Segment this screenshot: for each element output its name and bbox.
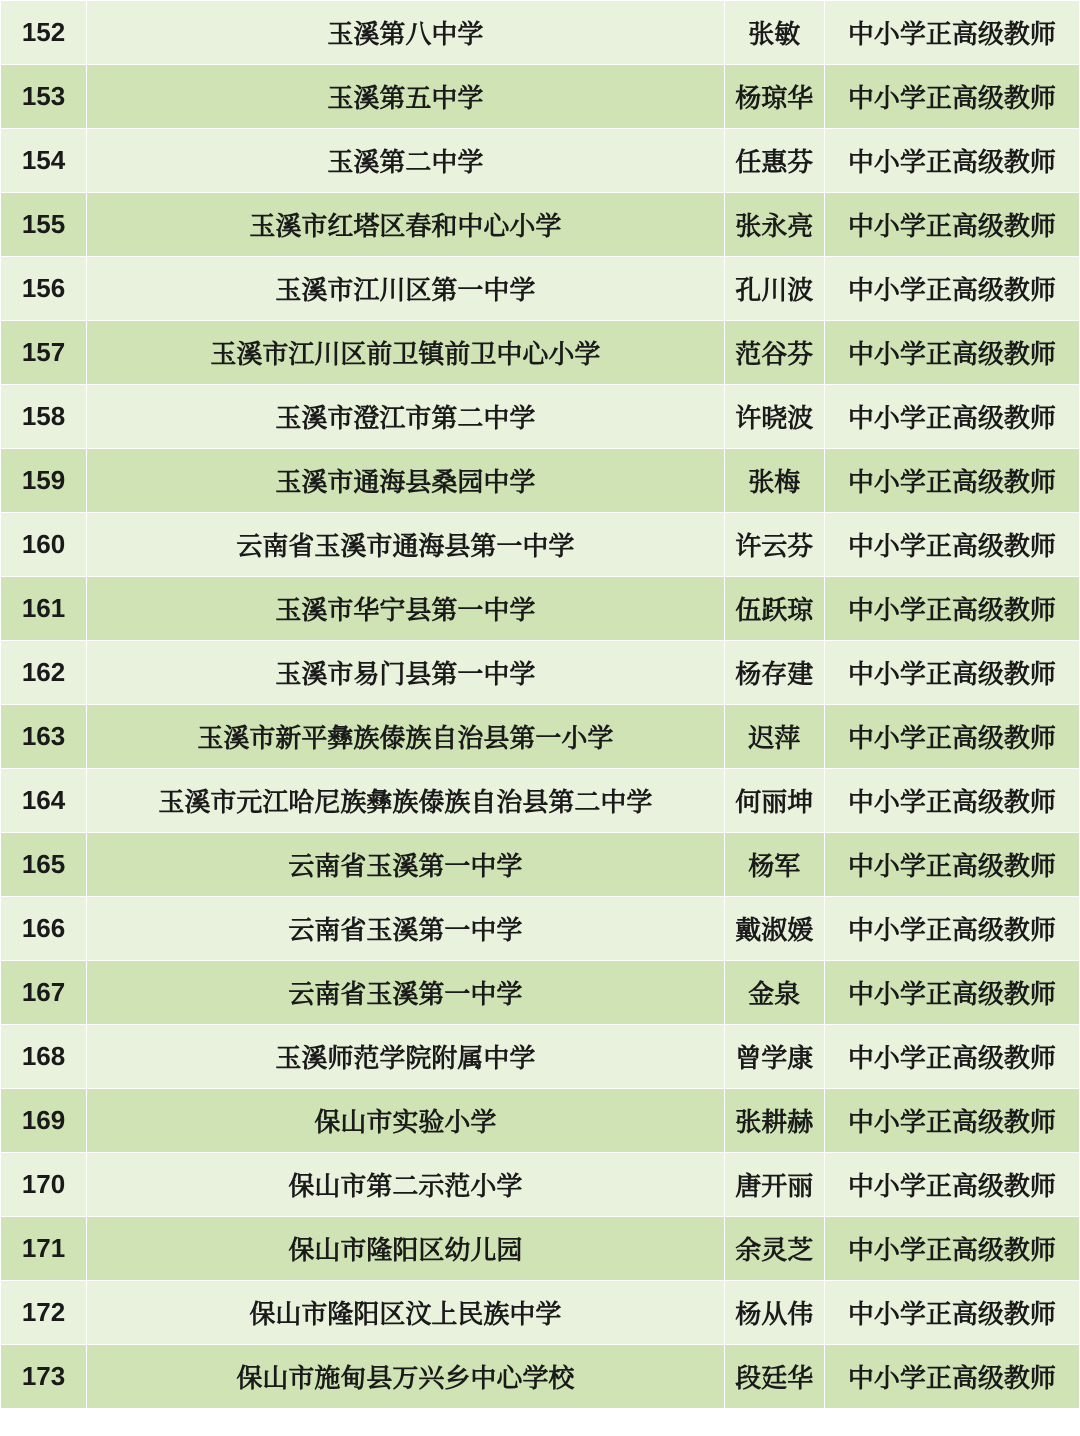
cell-school xyxy=(87,1153,725,1217)
cell-title xyxy=(824,705,1079,769)
table-row xyxy=(1,769,1080,833)
cell-index-text: 169 xyxy=(21,1105,66,1135)
cell-index xyxy=(1,1217,87,1281)
table-row xyxy=(1,1,1080,65)
cell-name xyxy=(724,577,824,641)
cell-title-text: 中小学正高级教师 xyxy=(847,723,1056,753)
table-row xyxy=(1,961,1080,1025)
cell-title-text: 中小学正高级教师 xyxy=(847,1043,1056,1073)
cell-name xyxy=(724,641,824,705)
cell-index-text: 155 xyxy=(21,209,66,239)
cell-title xyxy=(824,641,1079,705)
cell-name xyxy=(724,129,824,193)
table-row xyxy=(1,1345,1080,1409)
cell-school xyxy=(87,65,725,129)
cell-school-text: 云南省玉溪第一中学 xyxy=(288,915,523,945)
cell-name xyxy=(724,1217,824,1281)
cell-name-text: 杨军 xyxy=(748,851,801,881)
cell-name xyxy=(724,1153,824,1217)
cell-title-text: 中小学正高级教师 xyxy=(847,915,1056,945)
cell-index xyxy=(1,1345,87,1409)
cell-school-text: 玉溪市通海县桑园中学 xyxy=(275,467,536,497)
cell-school-text: 玉溪第二中学 xyxy=(327,147,484,177)
cell-title xyxy=(824,833,1079,897)
cell-title-text: 中小学正高级教师 xyxy=(847,851,1056,881)
table-row xyxy=(1,1089,1080,1153)
cell-title-text: 中小学正高级教师 xyxy=(847,467,1056,497)
table-row xyxy=(1,833,1080,897)
cell-title xyxy=(824,769,1079,833)
cell-school xyxy=(87,641,725,705)
cell-title-text: 中小学正高级教师 xyxy=(847,1171,1056,1201)
cell-name xyxy=(724,1281,824,1345)
table-row xyxy=(1,1025,1080,1089)
cell-index-text: 153 xyxy=(21,81,66,111)
cell-title xyxy=(824,1089,1079,1153)
cell-index-text: 172 xyxy=(21,1297,66,1327)
cell-title-text: 中小学正高级教师 xyxy=(847,1299,1056,1329)
table-row xyxy=(1,1217,1080,1281)
cell-school xyxy=(87,961,725,1025)
cell-index xyxy=(1,321,87,385)
cell-index-text: 159 xyxy=(21,465,66,495)
cell-index xyxy=(1,1025,87,1089)
cell-title xyxy=(824,257,1079,321)
cell-school xyxy=(87,577,725,641)
cell-index xyxy=(1,257,87,321)
cell-school xyxy=(87,705,725,769)
cell-school-text: 云南省玉溪第一中学 xyxy=(288,851,523,881)
cell-school-text: 玉溪市江川区前卫镇前卫中心小学 xyxy=(210,339,601,369)
cell-title xyxy=(824,1217,1079,1281)
cell-school xyxy=(87,1281,725,1345)
cell-name-text: 孔川波 xyxy=(735,275,814,305)
cell-index xyxy=(1,833,87,897)
cell-title xyxy=(824,449,1079,513)
cell-name-text: 何丽坤 xyxy=(735,787,814,817)
cell-name-text: 戴淑媛 xyxy=(735,915,814,945)
cell-school-text: 玉溪市元江哈尼族彝族傣族自治县第二中学 xyxy=(158,787,653,817)
cell-name xyxy=(724,1345,824,1409)
cell-title-text: 中小学正高级教师 xyxy=(847,659,1056,689)
cell-name-text: 杨存建 xyxy=(735,659,814,689)
cell-index xyxy=(1,897,87,961)
cell-school-text: 玉溪市易门县第一中学 xyxy=(275,659,536,689)
cell-name-text: 张敏 xyxy=(748,19,801,49)
cell-title xyxy=(824,385,1079,449)
cell-school-text: 玉溪市澄江市第二中学 xyxy=(275,403,536,433)
cell-title xyxy=(824,129,1079,193)
cell-index xyxy=(1,129,87,193)
cell-index xyxy=(1,449,87,513)
cell-school-text: 玉溪市新平彝族傣族自治县第一小学 xyxy=(197,723,614,753)
cell-title xyxy=(824,193,1079,257)
cell-school-text: 玉溪第五中学 xyxy=(327,83,484,113)
cell-title-text: 中小学正高级教师 xyxy=(847,211,1056,241)
cell-title-text: 中小学正高级教师 xyxy=(847,275,1056,305)
cell-name xyxy=(724,897,824,961)
cell-school-text: 保山市实验小学 xyxy=(314,1107,497,1137)
cell-title xyxy=(824,513,1079,577)
cell-title xyxy=(824,321,1079,385)
cell-title-text: 中小学正高级教师 xyxy=(847,1107,1056,1137)
cell-name-text: 余灵芝 xyxy=(735,1235,814,1265)
cell-school-text: 玉溪市江川区第一中学 xyxy=(275,275,536,305)
cell-name-text: 段廷华 xyxy=(735,1363,814,1393)
cell-index-text: 167 xyxy=(21,977,66,1007)
cell-school-text: 玉溪市红塔区春和中心小学 xyxy=(249,211,562,241)
cell-name xyxy=(724,257,824,321)
cell-school-text: 玉溪市华宁县第一中学 xyxy=(275,595,536,625)
cell-index-text: 170 xyxy=(21,1169,66,1199)
cell-school xyxy=(87,321,725,385)
cell-title xyxy=(824,65,1079,129)
cell-title-text: 中小学正高级教师 xyxy=(847,83,1056,113)
cell-index-text: 158 xyxy=(21,401,66,431)
cell-school xyxy=(87,129,725,193)
cell-name-text: 迟萍 xyxy=(748,723,801,753)
cell-index-text: 168 xyxy=(21,1041,66,1071)
cell-name-text: 张耕赫 xyxy=(735,1107,814,1137)
cell-index-text: 164 xyxy=(21,785,66,815)
cell-title-text: 中小学正高级教师 xyxy=(847,787,1056,817)
cell-index-text: 171 xyxy=(21,1233,66,1263)
cell-index xyxy=(1,385,87,449)
cell-title xyxy=(824,1345,1079,1409)
cell-school-text: 保山市施甸县万兴乡中心学校 xyxy=(236,1363,575,1393)
cell-name xyxy=(724,513,824,577)
cell-index-text: 162 xyxy=(21,657,66,687)
cell-index-text: 165 xyxy=(21,849,66,879)
cell-school xyxy=(87,193,725,257)
cell-name xyxy=(724,65,824,129)
cell-name xyxy=(724,321,824,385)
table-row xyxy=(1,129,1080,193)
cell-name-text: 任惠芬 xyxy=(735,147,814,177)
cell-title-text: 中小学正高级教师 xyxy=(847,531,1056,561)
cell-title xyxy=(824,1025,1079,1089)
cell-index xyxy=(1,1281,87,1345)
cell-name xyxy=(724,449,824,513)
cell-index xyxy=(1,769,87,833)
table-row xyxy=(1,577,1080,641)
cell-school-text: 云南省玉溪第一中学 xyxy=(288,979,523,1009)
roster-table-body xyxy=(1,1,1080,1409)
cell-name xyxy=(724,1,824,65)
cell-title-text: 中小学正高级教师 xyxy=(847,147,1056,177)
cell-title-text: 中小学正高级教师 xyxy=(847,339,1056,369)
cell-school xyxy=(87,513,725,577)
cell-name xyxy=(724,1089,824,1153)
cell-index-text: 166 xyxy=(21,913,66,943)
cell-name-text: 张梅 xyxy=(748,467,801,497)
cell-school xyxy=(87,1089,725,1153)
cell-index xyxy=(1,1153,87,1217)
cell-name-text: 许云芬 xyxy=(735,531,814,561)
cell-index-text: 156 xyxy=(21,273,66,303)
cell-index xyxy=(1,65,87,129)
table-row xyxy=(1,897,1080,961)
cell-name xyxy=(724,769,824,833)
table-row xyxy=(1,1153,1080,1217)
cell-index-text: 154 xyxy=(21,145,66,175)
table-row xyxy=(1,193,1080,257)
cell-name xyxy=(724,385,824,449)
cell-name-text: 金泉 xyxy=(748,979,801,1009)
cell-title-text: 中小学正高级教师 xyxy=(847,1363,1056,1393)
cell-school xyxy=(87,833,725,897)
cell-title xyxy=(824,1,1079,65)
cell-index-text: 173 xyxy=(21,1361,66,1391)
cell-title xyxy=(824,1153,1079,1217)
table-row xyxy=(1,449,1080,513)
cell-name-text: 曾学康 xyxy=(735,1043,814,1073)
cell-school-text: 保山市第二示范小学 xyxy=(288,1171,523,1201)
cell-school-text: 保山市隆阳区汶上民族中学 xyxy=(249,1299,562,1329)
cell-index xyxy=(1,705,87,769)
cell-school xyxy=(87,449,725,513)
cell-school xyxy=(87,1025,725,1089)
cell-index-text: 160 xyxy=(21,529,66,559)
cell-index xyxy=(1,1089,87,1153)
table-row xyxy=(1,385,1080,449)
cell-name-text: 许晓波 xyxy=(735,403,814,433)
cell-school xyxy=(87,385,725,449)
cell-index xyxy=(1,513,87,577)
cell-school xyxy=(87,897,725,961)
cell-title xyxy=(824,961,1079,1025)
cell-school xyxy=(87,769,725,833)
cell-index xyxy=(1,961,87,1025)
table-row xyxy=(1,257,1080,321)
cell-title xyxy=(824,897,1079,961)
cell-name xyxy=(724,833,824,897)
cell-title-text: 中小学正高级教师 xyxy=(847,403,1056,433)
cell-title-text: 中小学正高级教师 xyxy=(847,1235,1056,1265)
cell-index xyxy=(1,577,87,641)
cell-title xyxy=(824,577,1079,641)
cell-index-text: 163 xyxy=(21,721,66,751)
cell-name xyxy=(724,705,824,769)
cell-school-text: 玉溪师范学院附属中学 xyxy=(275,1043,536,1073)
table-row xyxy=(1,321,1080,385)
cell-index-text: 157 xyxy=(21,337,66,367)
cell-name-text: 范谷芬 xyxy=(735,339,814,369)
cell-name-text: 杨琼华 xyxy=(735,83,814,113)
table-row xyxy=(1,705,1080,769)
cell-school xyxy=(87,1345,725,1409)
cell-index-text: 161 xyxy=(21,593,66,623)
cell-title xyxy=(824,1281,1079,1345)
cell-name-text: 杨从伟 xyxy=(735,1299,814,1329)
table-row xyxy=(1,513,1080,577)
cell-name-text: 张永亮 xyxy=(735,211,814,241)
table-row xyxy=(1,65,1080,129)
cell-name xyxy=(724,961,824,1025)
cell-index xyxy=(1,641,87,705)
cell-index xyxy=(1,193,87,257)
table-row xyxy=(1,1281,1080,1345)
cell-name xyxy=(724,1025,824,1089)
cell-school-text: 玉溪第八中学 xyxy=(327,19,484,49)
cell-title-text: 中小学正高级教师 xyxy=(847,595,1056,625)
cell-name-text: 伍跃琼 xyxy=(735,595,814,625)
cell-school xyxy=(87,257,725,321)
cell-title-text: 中小学正高级教师 xyxy=(847,979,1056,1009)
cell-index-text: 152 xyxy=(21,17,66,47)
cell-name-text: 唐开丽 xyxy=(735,1171,814,1201)
table-row xyxy=(1,641,1080,705)
cell-index xyxy=(1,1,87,65)
cell-school xyxy=(87,1,725,65)
cell-school-text: 保山市隆阳区幼儿园 xyxy=(288,1235,523,1265)
cell-school xyxy=(87,1217,725,1281)
cell-name xyxy=(724,193,824,257)
cell-school-text: 云南省玉溪市通海县第一中学 xyxy=(236,531,575,561)
cell-title-text: 中小学正高级教师 xyxy=(847,19,1056,49)
